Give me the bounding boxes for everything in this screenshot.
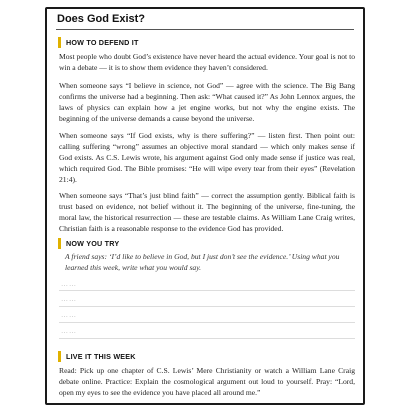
section-heading-defend: HOW TO DEFEND IT: [58, 37, 139, 48]
blank-marker: ……: [61, 295, 77, 303]
live-it-text: Read: Pick up one chapter of C.S. Lewis’ Mere Christianity or watch a William Lane Craig debate online. Practice: Explain the cosmological argument out loud to yourself. Pray: “Lord, open my eyes to see the evidence you have placed all around me.”: [59, 366, 355, 397]
blank-marker: ……: [61, 311, 77, 319]
writing-line[interactable]: [59, 338, 355, 339]
page-title: Does God Exist?: [57, 13, 146, 25]
section-heading-live: LIVE IT THIS WEEK: [58, 351, 136, 362]
title-divider: [56, 29, 354, 30]
writing-line[interactable]: [59, 322, 355, 323]
paragraph-suffering: When someone says “If God exists, why is there suffering?” — listen first. Then point out: calling suffering “wrong” assumes an objective moral standard — which only makes sense if God exists. As C.S. Lewis wrote, his argument against God only made sense if justice was real, which required God. The Bible promises: “He will wipe every tear from their eyes” (Revelation 21:4).: [59, 131, 355, 184]
paragraph-faith: When someone says “That’s just blind faith” — correct the assumption gently. Biblical faith is trust based on evidence, not belief without it. The beginning of the universe, fine-tuning, the moral law, the historical resurrection — these are testable claims. As William Lane Craig writes, Christian faith is a reasonable response to the evidence God has provided.: [59, 191, 355, 233]
blank-marker: ……: [61, 280, 77, 288]
paragraph-science: When someone says “I believe in science, not God” — agree with the science. The Big Bang confirms the universe had a beginning. Then ask: “What caused it?” As John Lennox argues, the laws of physics can explain how a jet engine works, but not why the engine exists. The beginning of the universe demands a cause beyond the universe.: [59, 81, 355, 123]
writing-line[interactable]: [59, 306, 355, 307]
section-heading-try: NOW YOU TRY: [58, 238, 119, 249]
blank-marker: ……: [61, 327, 77, 335]
worksheet-card: [45, 7, 365, 405]
writing-line[interactable]: [59, 290, 355, 291]
try-prompt: A friend says: ‘I’d like to believe in God, but I just don’t see the evidence.’ Using what you learned this week, write what you would say.: [65, 252, 340, 272]
paragraph-intro: Most people who doubt God’s existence have never heard the actual evidence. Your goal is not to win a debate — it is to show them evidence they haven’t considered.: [59, 52, 355, 72]
